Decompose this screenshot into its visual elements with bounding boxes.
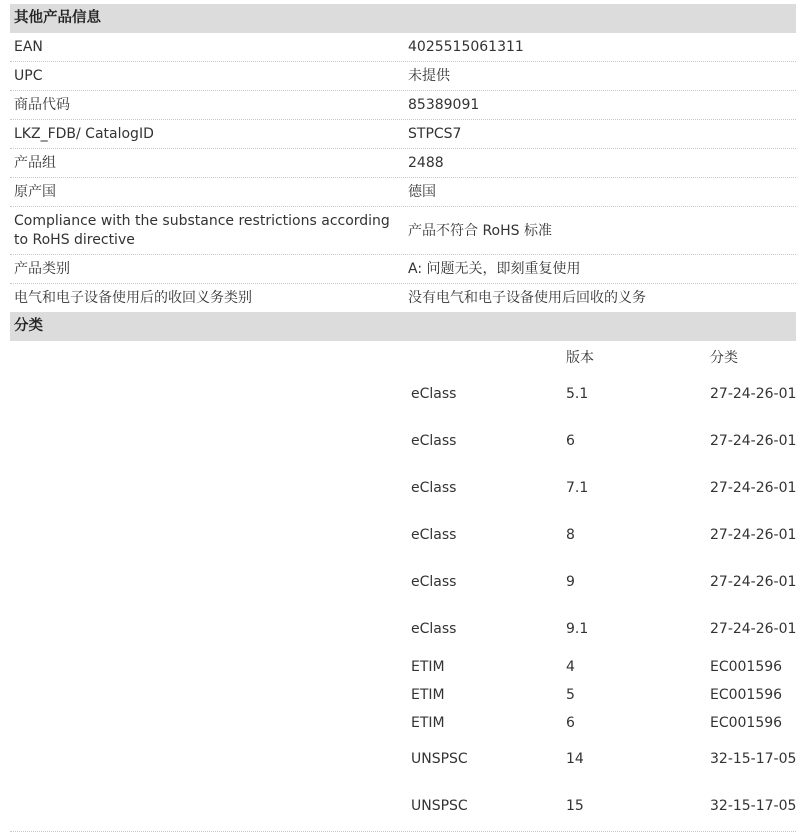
info-row-label: EAN <box>14 39 43 55</box>
classification-row <box>10 737 796 781</box>
classification-system: eClass <box>411 432 457 449</box>
info-row <box>10 62 796 91</box>
classification-row <box>10 711 796 735</box>
info-row-value: A: 问题无关，即刻重复使用 <box>408 261 581 277</box>
classification-code: 32-15-17-05 <box>710 797 797 814</box>
info-row-value: STPCS7 <box>408 126 462 142</box>
classification-code: 27-24-26-01 <box>710 526 797 543</box>
info-row-label: 产品组 <box>14 155 56 171</box>
classification-row <box>10 560 796 604</box>
info-row-value: 85389091 <box>408 97 480 113</box>
classification-code: 27-24-26-01 <box>710 620 797 637</box>
classification-version: 14 <box>566 750 584 767</box>
info-row-value: 4025515061311 <box>408 39 524 55</box>
classification-system: ETIM <box>411 658 445 675</box>
classification-version: 9.1 <box>566 620 589 637</box>
info-row <box>10 255 796 284</box>
column-header-version: 版本 <box>566 350 594 366</box>
classification-version: 15 <box>566 797 584 814</box>
classification-system: eClass <box>411 573 457 590</box>
column-header-class: 分类 <box>710 350 738 366</box>
classification-version: 4 <box>566 658 575 675</box>
classification-code: 27-24-26-01 <box>710 385 797 402</box>
classification-system: ETIM <box>411 686 445 703</box>
classification-system: UNSPSC <box>411 797 468 814</box>
classification-version: 5.1 <box>566 385 589 402</box>
info-row <box>10 33 796 62</box>
classification-row <box>10 607 796 651</box>
classification-row <box>10 683 796 707</box>
info-row-value: 德国 <box>408 184 436 200</box>
classification-code: 27-24-26-01 <box>710 573 797 590</box>
classification-row <box>10 513 796 557</box>
classification-header: 分类 <box>10 312 796 341</box>
info-row-label: 电气和电子设备使用后的收回义务类别 <box>14 290 252 306</box>
info-row-value: 没有电气和电子设备使用后回收的义务 <box>408 290 646 306</box>
classification-version: 6 <box>566 714 575 731</box>
info-row-label: UPC <box>14 68 43 84</box>
info-row-label: 产品类别 <box>14 261 70 277</box>
classification-code: EC001596 <box>710 714 783 731</box>
classification-version: 6 <box>566 432 575 449</box>
divider <box>10 831 796 832</box>
classification-system: UNSPSC <box>411 750 468 767</box>
info-row <box>10 120 796 149</box>
classification-system: ETIM <box>411 714 445 731</box>
classification-row <box>10 419 796 463</box>
info-row <box>10 91 796 120</box>
info-row-label: 商品代码 <box>14 97 70 113</box>
classification-row <box>10 466 796 510</box>
classification-system: eClass <box>411 526 457 543</box>
classification-system: eClass <box>411 385 457 402</box>
classification-version: 7.1 <box>566 479 589 496</box>
info-row <box>10 149 796 178</box>
classification-version: 5 <box>566 686 575 703</box>
classification-code: 27-24-26-01 <box>710 479 797 496</box>
classification-row <box>10 784 796 828</box>
classification-code: EC001596 <box>710 658 783 675</box>
info-row-label: LKZ_FDB/ CatalogID <box>14 126 154 142</box>
classification-column-headers <box>10 347 796 369</box>
info-row <box>10 178 796 207</box>
info-row-value: 产品不符合 RoHS 标准 <box>408 222 552 239</box>
info-row-label: Compliance with the substance restrictions according to RoHS directive <box>14 213 390 248</box>
other-info-table <box>10 33 796 313</box>
other-info-header: 其他产品信息 <box>10 4 796 33</box>
classification-system: eClass <box>411 620 457 637</box>
classification-code: 27-24-26-01 <box>710 432 797 449</box>
classification-code: 32-15-17-05 <box>710 750 797 767</box>
classification-row <box>10 655 796 679</box>
info-row-label: 原产国 <box>14 184 56 200</box>
classification-version: 9 <box>566 573 575 590</box>
classification-code: EC001596 <box>710 686 783 703</box>
classification-row <box>10 372 796 416</box>
info-row-value: 2488 <box>408 155 444 171</box>
info-row <box>10 207 796 255</box>
info-row <box>10 284 796 313</box>
info-row-value: 未提供 <box>408 68 450 84</box>
classification-version: 8 <box>566 526 575 543</box>
classification-system: eClass <box>411 479 457 496</box>
